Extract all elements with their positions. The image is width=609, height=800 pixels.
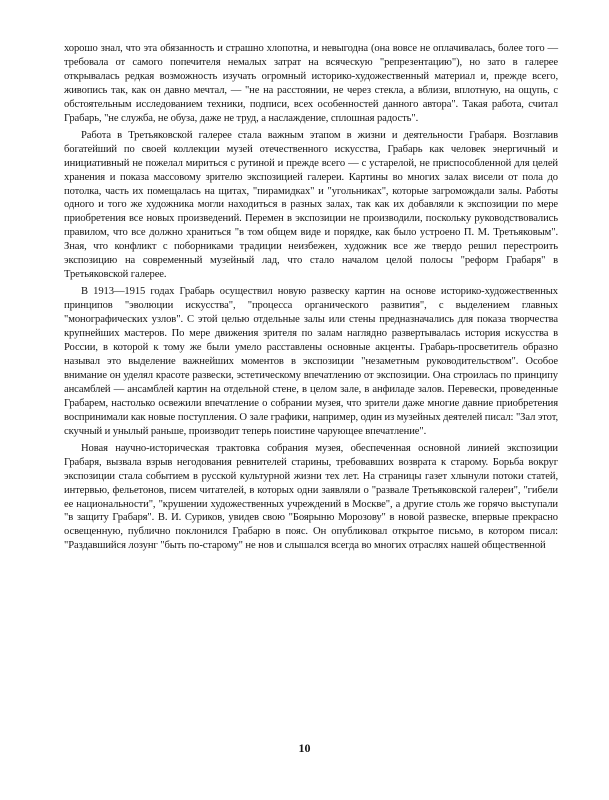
body-text — [64, 42, 558, 556]
paragraph-2: Работа в Третьяковской галерее стала важным этапом в жизни и деятельности Грабаря. Возглавив богатейший по своей коллекции музей отечественного искусства, Грабарь как человек энергичный и инициативный не пожелал мириться с рутиной и прежде всего — с устарелой, не приспособленной для целей хранения и показа массовому зрителю экспозицией галереи. Картины во многих залах висели от пола до потолка, часть их помещалась на щитах, "пирамидках" и "угольниках", которые загромождали залы. Работы одного и того же художника могли находиться в разных залах, так как их добавляли к экспозиции по мере приобретения все новых произведений. Перемен в экспозиции не производили, поскольку руководствовались правилом, что все должно храниться "в том общем виде и порядке, как было устроено П. М. Третьяковым". Зная, что конфликт с поборниками традиции неизбежен, художник все же твердо решил перестроить экспозицию на современный музейный лад, что стало началом целой полосы "реформ Грабаря" в Третьяковской галерее. — [64, 129, 558, 281]
paragraph-3: В 1913—1915 годах Грабарь осуществил новую развеску картин на основе историко-художественных принципов "эволюции искусства", "процесса органического развития", с выделением главных "монографических узлов". С этой целью отдельные залы или стены предназначались для показа творчества крупнейших мастеров. По мере движения зрителя по залам наглядно развертывалась история искусства в России, в которой к тому же были умело расставлены основные акценты. Грабарь-просветитель образно называл это выделение важнейших моментов в экспозиции "незаметным руководительством". Особое внимание он уделял красоте развески, эстетическому впечатлению от экспозиции. Она строилась по принципу ансамблей — ансамблей картин на отдельной стене, в целом зале, в анфиладе залов. Перевески, проведенные Грабарем, настолько освежили впечатление о собрании музея, что зрители даже многие давние приобретения воспринимали как новые поступления. О зале графики, например, один из музейных деятелей писал: "Зал этот, скучный и унылый раньше, производит теперь поистине чарующее впечатление". — [64, 286, 558, 437]
page-number: 10 — [298, 741, 311, 755]
paragraph-4: Новая научно-историческая трактовка собрания музея, обеспеченная основной линией экспозиции Грабаря, вызвала взрыв негодования ревнителей старины, требовавших возврата к старому. Борьба вокруг экспозиции стала событием в русской культурной жизни тех лет. На страницы газет хлынули потоки статей, интервью, фельетонов, писем читателей, в которых одни заявляли о "развале Третьяковской галереи", "гибели ее национальности", "крушении художественных учреждений в Москве", а другие столь же горячо выступали "в защиту Грабаря". В. И. Суриков, увидев свою "Боярыню Морозову" в новой развеске, впервые прекрасно освещенную, публично поклонился Грабарю в пояс. Он опубликовал открытое письмо, в котором писал: "Раздавшийся лозунг "быть по-старому" не нов и слышался всегда во многих отраслях нашей общественной — [64, 442, 558, 552]
paragraph-1: хорошо знал, что эта обязанность и страшно хлопотна, и невыгодна (она вовсе не оплачивалась, более того — требовала от самого попечителя немалых затрат на всяческую "репрезентацию"), но зато в галерее открывалась редкая возможность изучать огромный историко-художественный материал и, прежде всего, живопись так, как он давно мечтал, — "не на расстоянии, не через стекла, а вблизи, вплотную, на ощупь, с обстоятельным исследованием техники, подписи, всех особенностей данного автора". Такая работа, считал Грабарь, "не служба, не обуза, даже не труд, а наслаждение, сплошная радость". — [64, 43, 558, 124]
